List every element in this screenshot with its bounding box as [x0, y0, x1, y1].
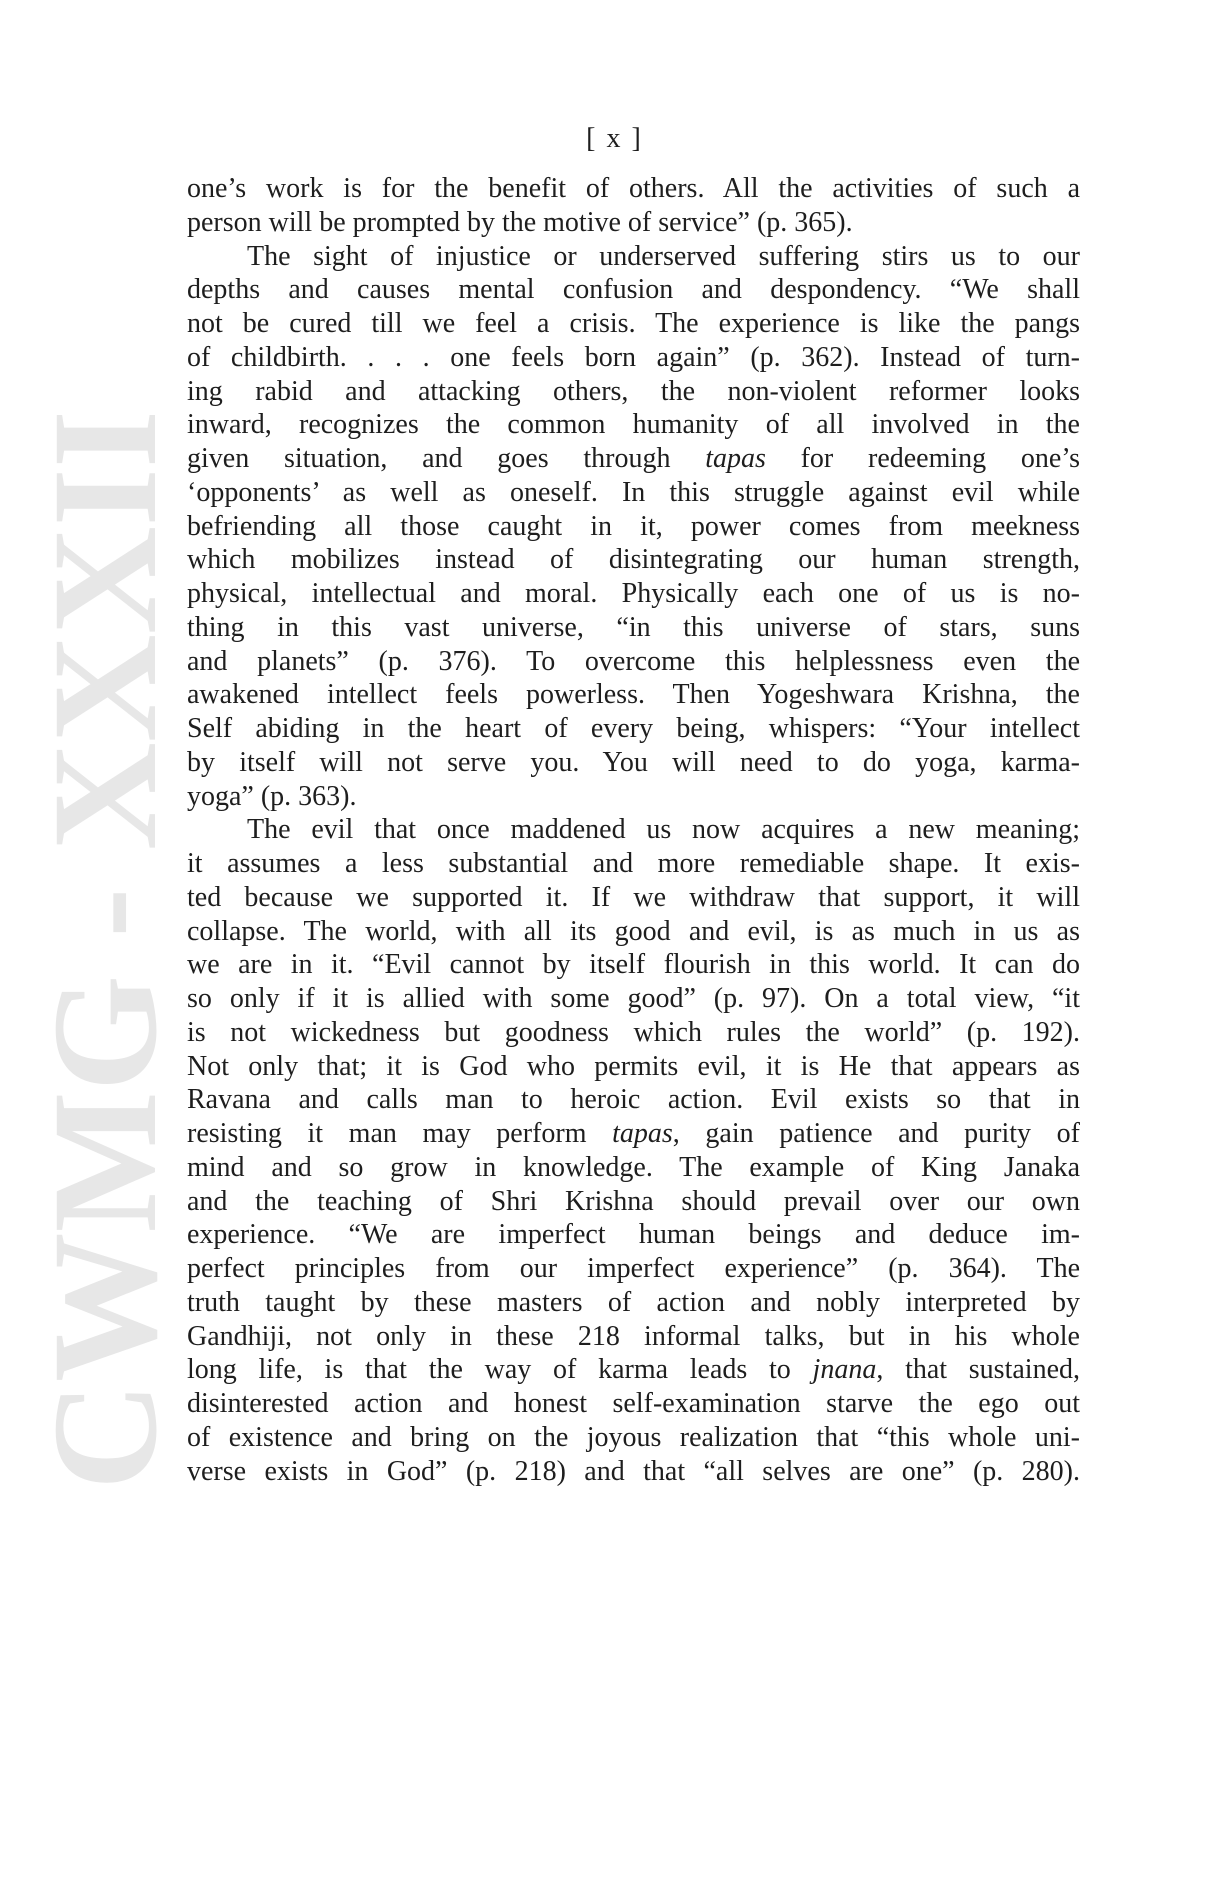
- text-line: The evil that once maddened us now acquires a new meaning;: [247, 814, 1080, 846]
- text-line: disinterested action and honest self-examination starve the ego out: [187, 1388, 1080, 1419]
- text-line: not be cured till we feel a crisis. The experience is like the pangs: [187, 308, 1080, 339]
- text-line: collapse. The world, with all its good and evil, is as much in us as: [187, 915, 1080, 947]
- text-segment: for redeeming one’s: [765, 443, 1080, 474]
- text-line: [187, 442, 1080, 476]
- text-line: yoga” (p. 363).: [187, 780, 357, 812]
- text-line: perfect principles from our imperfect experience” (p. 364). The: [187, 1253, 1080, 1284]
- text-line: [187, 1117, 1080, 1151]
- text-line: person will be prompted by the motive of service” (p. 365).: [187, 206, 853, 238]
- text-line: verse exists in God” (p. 218) and that “all selves are one” (p. 280).: [187, 1455, 1080, 1487]
- text-line: of existence and bring on the joyous realization that “this whole uni-: [187, 1421, 1080, 1453]
- text-line: truth taught by these masters of action and nobly interpreted by: [187, 1286, 1080, 1318]
- text-segment: given situation, and goes through: [187, 443, 706, 474]
- text-line: and planets” (p. 376). To overcome this helplessness even the: [187, 645, 1080, 677]
- text-segment: , gain patience and purity of: [672, 1118, 1080, 1149]
- text-line: it assumes a less substantial and more remediable shape. It exis-: [187, 848, 1080, 879]
- italic-term: tapas: [705, 443, 766, 474]
- text-line: befriending all those caught in it, power comes from meekness: [187, 510, 1080, 542]
- text-line: Not only that; it is God who permits evil, it is He that appears as: [187, 1050, 1080, 1082]
- text-line: Gandhiji, not only in these 218 informal talks, but in his whole: [187, 1320, 1080, 1352]
- text-segment: , that sustained,: [876, 1354, 1080, 1386]
- text-line: thing in this vast universe, “in this universe of stars, suns: [187, 611, 1080, 643]
- paragraph-3: [187, 813, 1080, 1488]
- text-line: awakened intellect feels powerless. Then Yogeshwara Krishna, the: [187, 679, 1080, 711]
- watermark-text: CWMG - XXXII: [22, 406, 188, 1490]
- text-line: of childbirth. . . . one feels born again” (p. 362). Instead of turn-: [187, 341, 1080, 373]
- body-text: [187, 172, 1080, 1488]
- text-line: Ravana and calls man to heroic action. Evil exists so that in: [187, 1084, 1080, 1116]
- text-line: ing rabid and attacking others, the non-violent reformer looks: [187, 375, 1080, 407]
- text-line: and the teaching of Shri Krishna should prevail over our own: [187, 1185, 1080, 1217]
- text-line: The sight of injustice or underserved suffering stirs us to our: [247, 240, 1080, 272]
- text-line: inward, recognizes the common humanity of all involved in the: [187, 409, 1080, 441]
- text-line: ‘opponents’ as well as oneself. In this struggle against evil while: [187, 476, 1080, 508]
- text-segment: resisting it man may perform: [187, 1118, 613, 1149]
- text-line: [187, 1353, 1080, 1387]
- italic-term: jnana: [812, 1354, 877, 1386]
- text-line: experience. “We are imperfect human beings and deduce im-: [187, 1219, 1080, 1251]
- paragraph-1: [187, 172, 1080, 240]
- text-line: one’s work is for the benefit of others. All the activities of such a: [187, 173, 1080, 204]
- text-segment: long life, is that the way of karma leads to: [187, 1354, 813, 1386]
- text-line: by itself will not serve you. You will need to do yoga, karma-: [187, 746, 1080, 778]
- text-line: Self abiding in the heart of every being, whispers: “Your intellect: [187, 713, 1080, 744]
- text-line: mind and so grow in knowledge. The example of King Janaka: [187, 1151, 1080, 1183]
- paragraph-2: [187, 240, 1080, 814]
- text-line: which mobilizes instead of disintegrating our human strength,: [187, 544, 1080, 576]
- page-number: [ x ]: [586, 123, 643, 154]
- italic-term: tapas: [612, 1118, 673, 1149]
- text-line: we are in it. “Evil cannot by itself flourish in this world. It can do: [187, 949, 1080, 981]
- text-line: depths and causes mental confusion and despondency. “We shall: [187, 274, 1080, 306]
- text-line: is not wickedness but goodness which rules the world” (p. 192).: [187, 1016, 1080, 1048]
- text-line: so only if it is allied with some good” (p. 97). On a total view, “it: [187, 983, 1080, 1014]
- text-line: physical, intellectual and moral. Physically each one of us is no-: [187, 578, 1080, 609]
- text-line: ted because we supported it. If we withdraw that support, it will: [187, 881, 1080, 913]
